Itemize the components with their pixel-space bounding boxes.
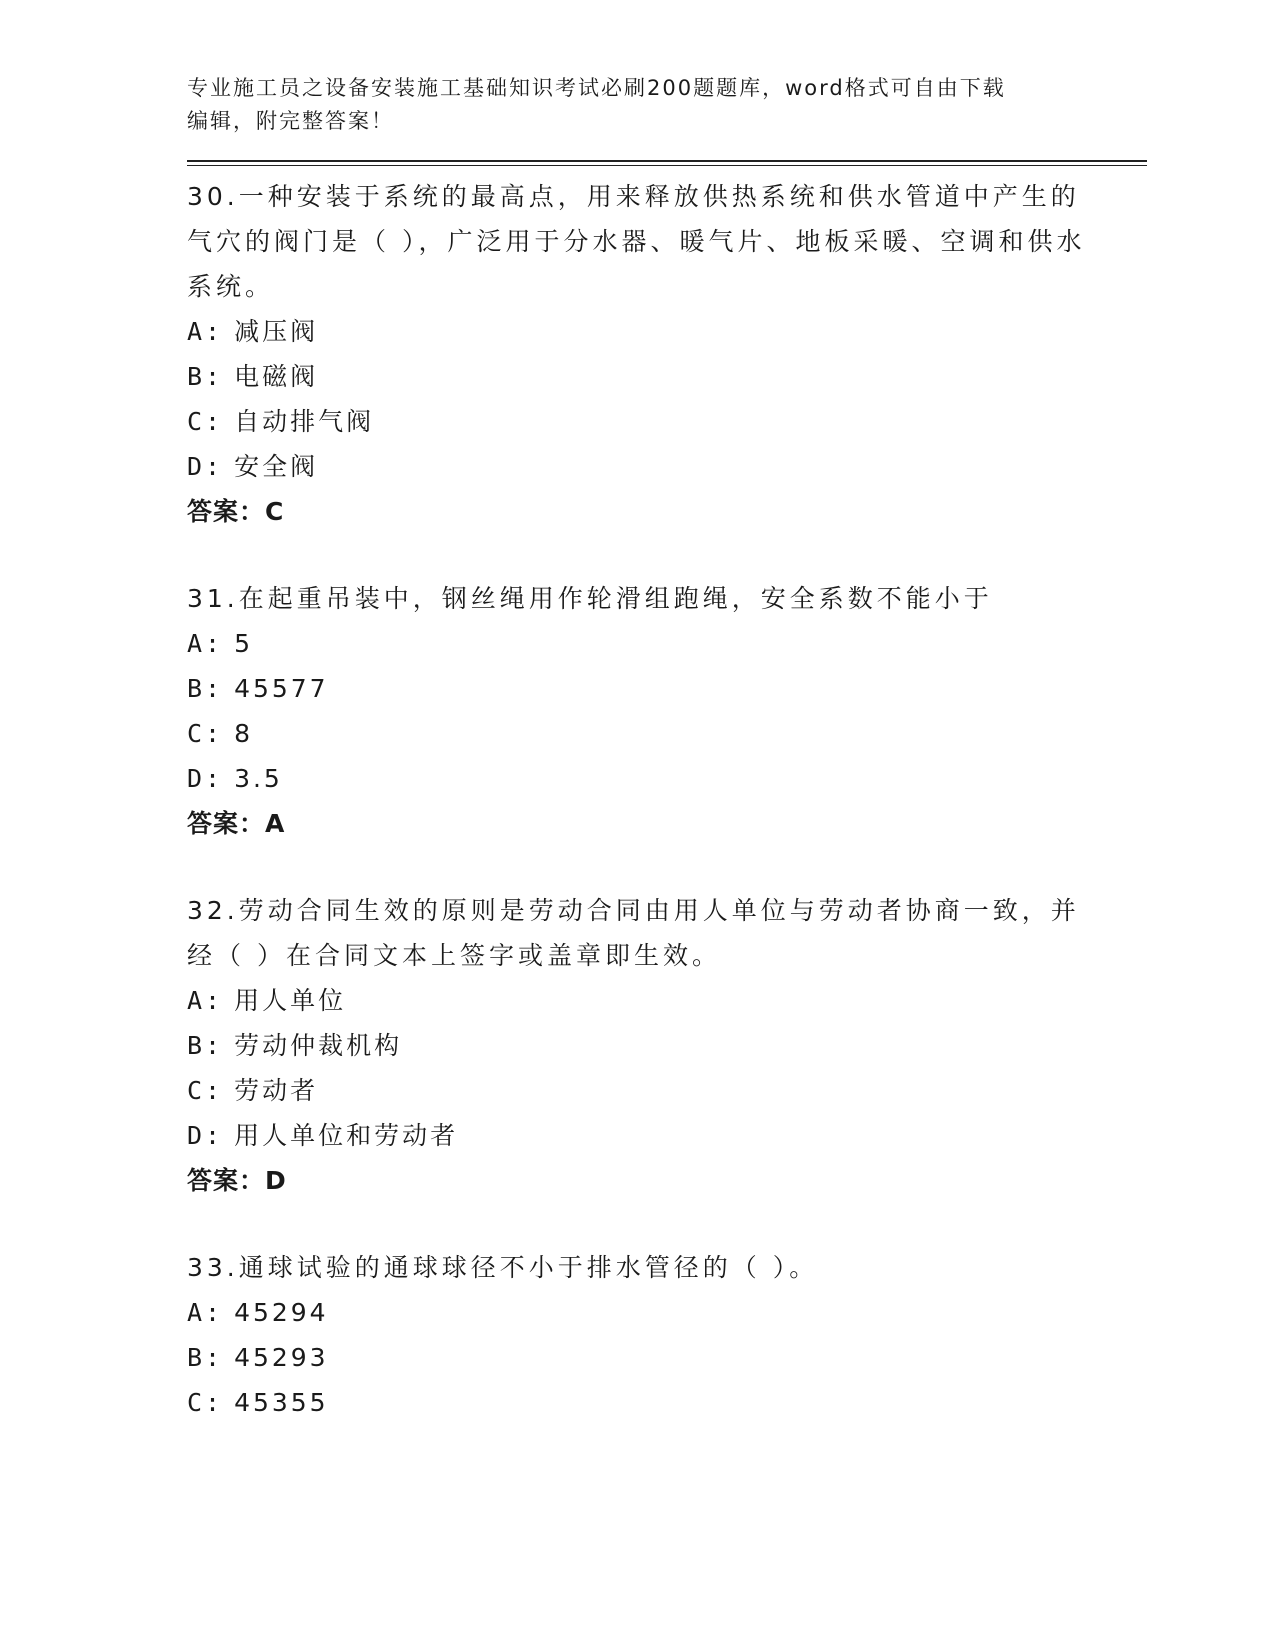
option-text: 8 [234,719,253,748]
option-letter: C: [187,1388,224,1417]
option-letter: A: [187,1298,224,1327]
option-c [187,711,1147,756]
option-letter: C: [187,719,224,748]
document-page [187,0,1147,1467]
option-text: 45294 [234,1298,329,1327]
option-a [187,978,1147,1023]
question-30 [187,174,1147,534]
option-letter: A: [187,986,224,1015]
option-a [187,309,1147,354]
question-stem: 31.在起重吊装中，钢丝绳用作轮滑组跑绳，安全系数不能小于 [187,584,993,613]
question-stem: 32.劳动合同生效的原则是劳动合同由用人单位与劳动者协商一致，并经（ ）在合同文本上签字或盖章即生效。 [187,896,1080,970]
question-33 [187,1245,1147,1425]
option-letter: B: [187,362,224,391]
option-c [187,1380,1147,1425]
option-letter: D: [187,1121,224,1150]
option-letter: C: [187,407,224,436]
option-text: 5 [234,629,253,658]
answer-line: 答案：A [187,809,286,838]
option-letter: B: [187,1031,224,1060]
option-text: 劳动者 [234,1076,319,1105]
header-line-2: 编辑，附完整答案！ [187,109,394,133]
option-c [187,1068,1147,1113]
option-text: 45355 [234,1388,329,1417]
option-b [187,354,1147,399]
option-a [187,621,1147,666]
option-letter: B: [187,674,224,703]
option-letter: B: [187,1343,224,1372]
question-31 [187,576,1147,846]
option-text: 减压阀 [234,317,319,346]
answer-line: 答案：C [187,497,285,526]
option-text: 自动排气阀 [234,407,375,436]
question-list [187,174,1147,1425]
option-letter: D: [187,764,224,793]
header-line-1: 专业施工员之设备安装施工基础知识考试必刷200题题库，word格式可自由下载 [187,76,1006,100]
option-text: 劳动仲裁机构 [234,1031,403,1060]
answer-line: 答案：D [187,1166,287,1195]
option-text: 45293 [234,1343,329,1372]
option-b [187,1335,1147,1380]
option-letter: A: [187,317,224,346]
option-text: 3.5 [234,764,283,793]
option-b [187,1023,1147,1068]
option-a [187,1290,1147,1335]
option-c [187,399,1147,444]
option-letter: C: [187,1076,224,1105]
option-d [187,756,1147,801]
question-32 [187,888,1147,1203]
option-b [187,666,1147,711]
option-text: 45577 [234,674,329,703]
question-stem: 33.通球试验的通球球径不小于排水管径的（ ）。 [187,1253,819,1282]
option-d [187,1113,1147,1158]
option-d [187,444,1147,489]
option-text: 用人单位 [234,986,347,1015]
option-text: 电磁阀 [234,362,319,391]
header-divider [187,160,1147,166]
option-letter: A: [187,629,224,658]
option-letter: D: [187,452,224,481]
question-stem: 30.一种安装于系统的最高点，用来释放供热系统和供水管道中产生的气穴的阀门是（ ），广泛用于分水器、暖气片、地板采暖、空调和供水系统。 [187,182,1086,301]
document-header [187,72,1067,138]
option-text: 用人单位和劳动者 [234,1121,459,1150]
option-text: 安全阀 [234,452,319,481]
